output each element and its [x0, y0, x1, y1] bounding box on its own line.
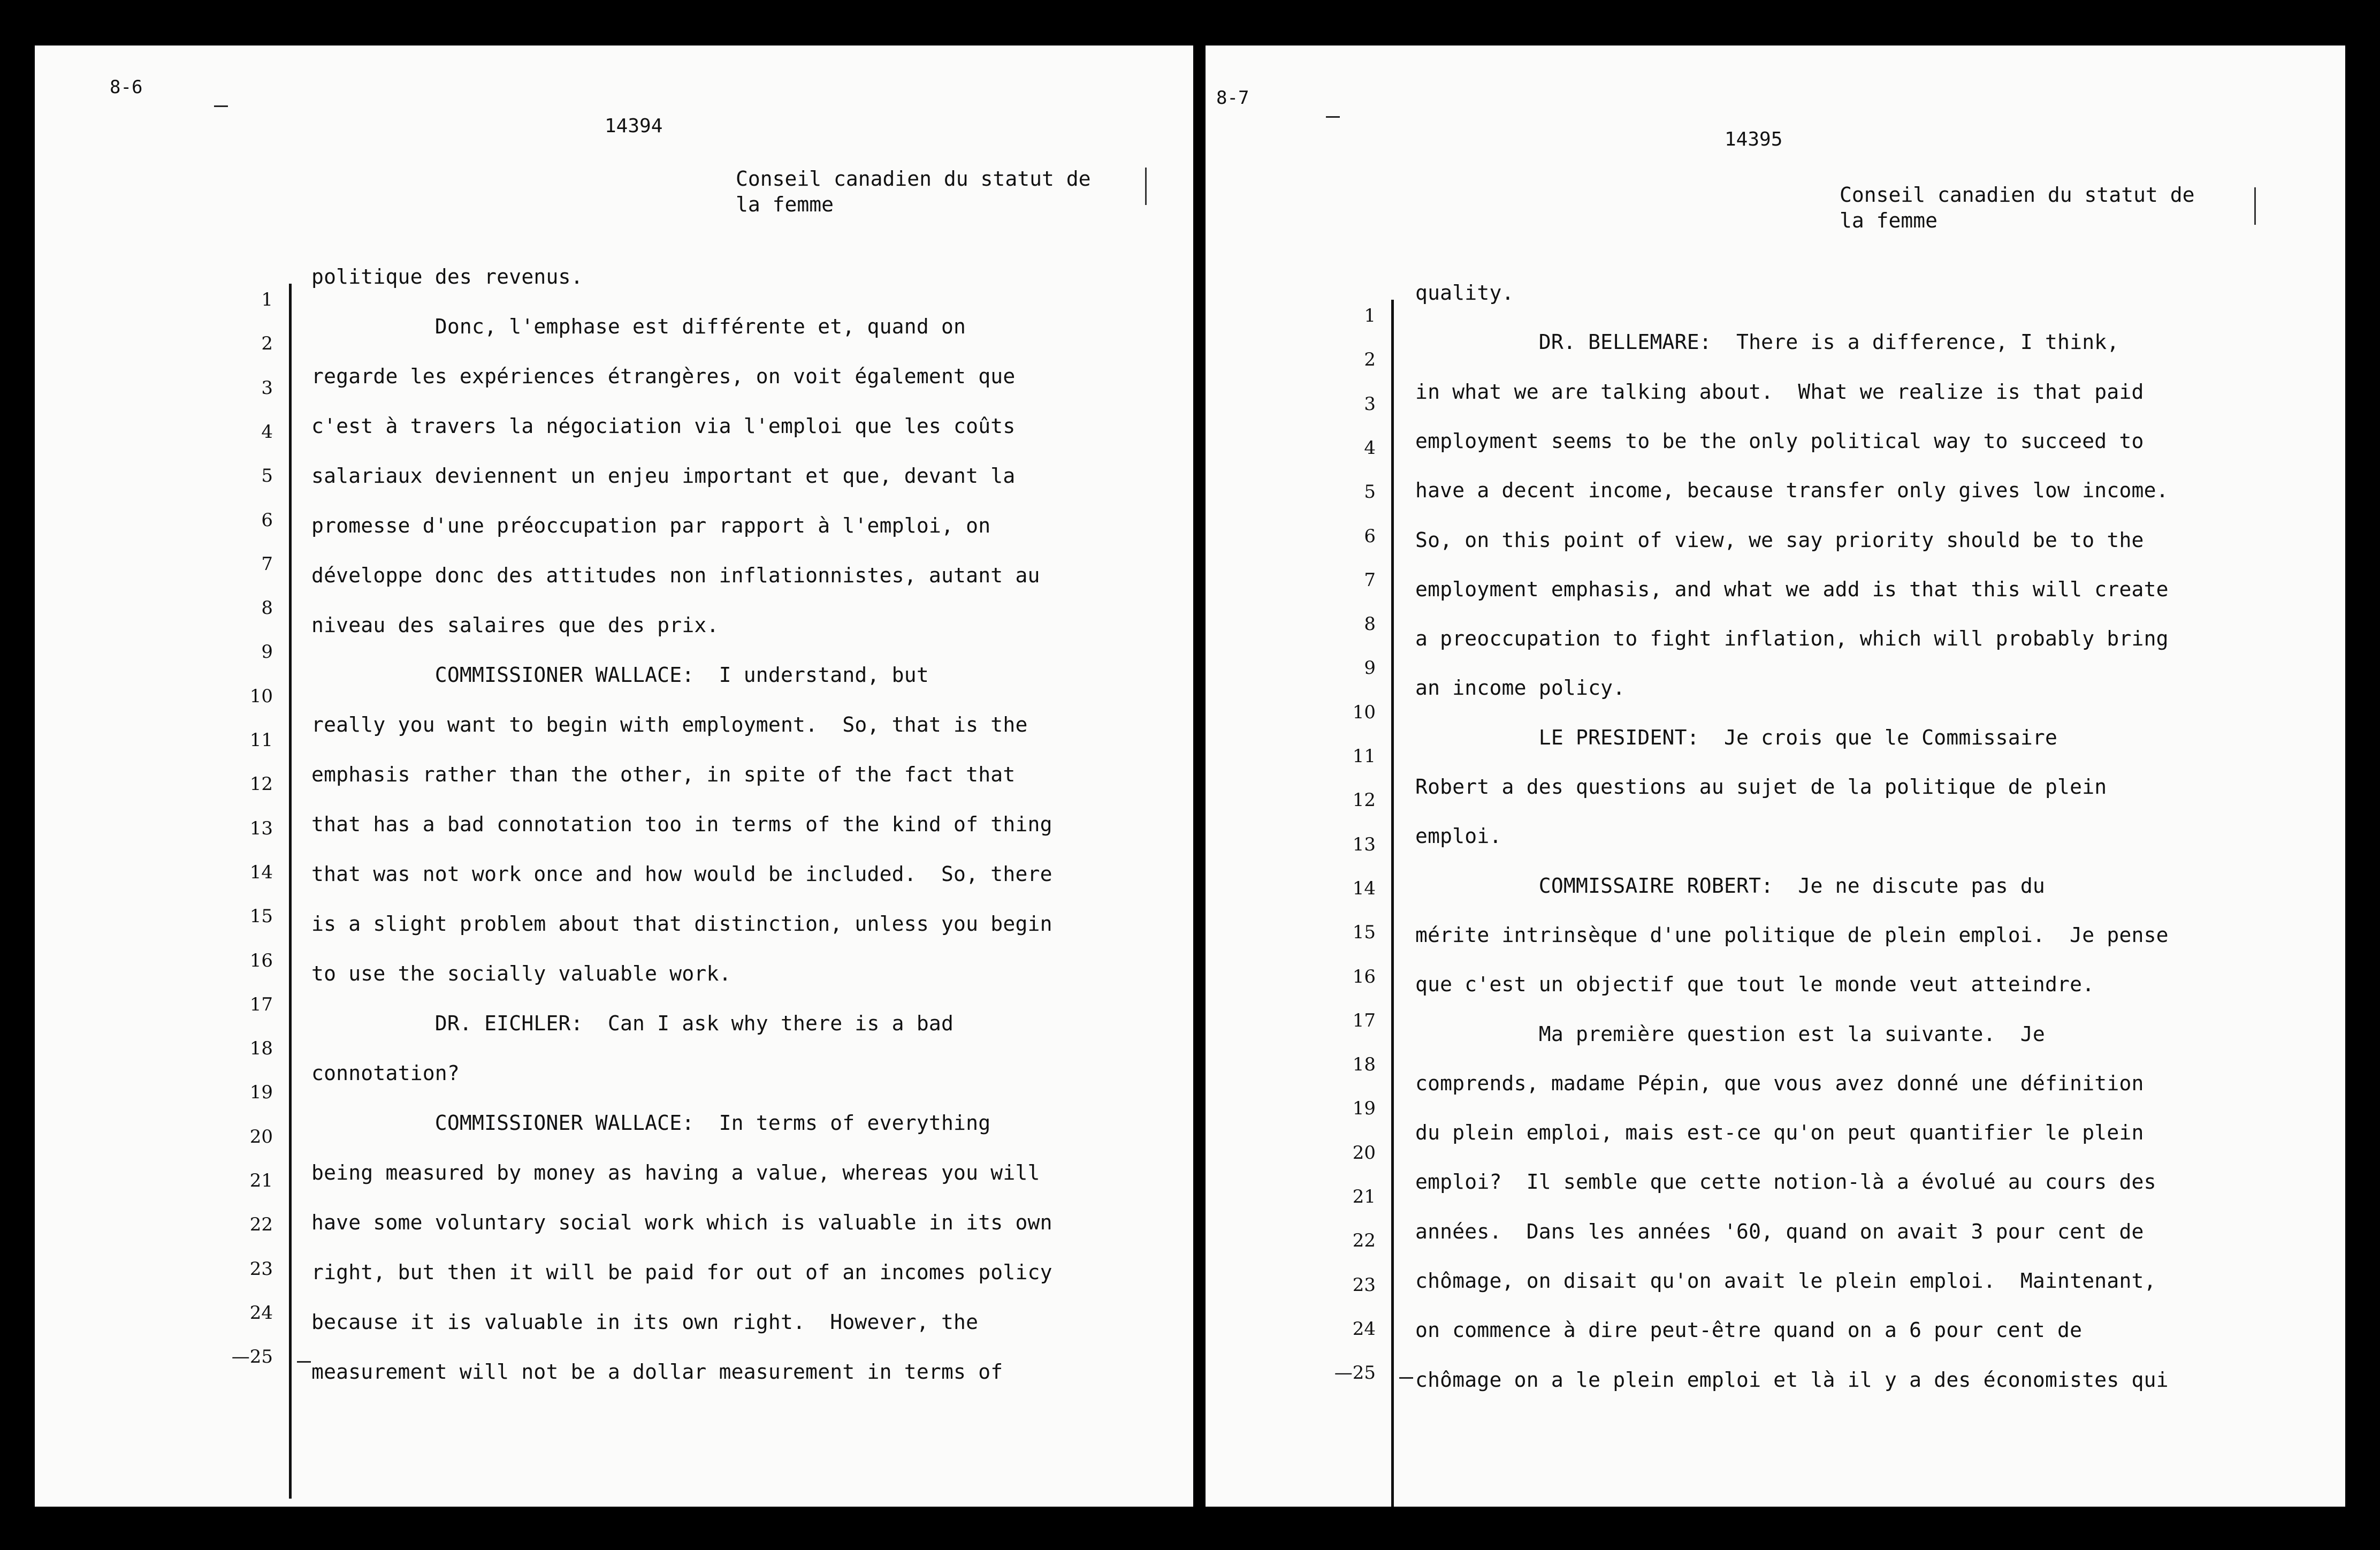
line-number: 14 — [249, 861, 273, 883]
header-line: la femme — [1840, 209, 1938, 232]
transcript-line: employment emphasis, and what we add is that this will create — [1415, 577, 2169, 601]
transcript-line: emploi. — [1415, 824, 1502, 848]
line-number: 18 — [249, 1038, 273, 1060]
line-number: 5 — [261, 465, 273, 487]
line-number: 23 — [1352, 1274, 1376, 1296]
transcript-line: mérite intrinsèque d'une politique de plein emploi. Je pense — [1415, 923, 2169, 947]
transcript-line: niveau des salaires que des prix. — [311, 613, 719, 637]
transcript-line: that has a bad connotation too in terms of the kind of thing — [311, 812, 1052, 836]
line-number: 10 — [1352, 701, 1376, 723]
line-number: 13 — [1352, 833, 1376, 855]
page-number: 14394 — [605, 115, 663, 137]
transcript-line: in what we are talking about. What we realize is that paid — [1415, 379, 2144, 404]
line-number: 5 — [1364, 481, 1376, 503]
line-number: 20 — [1352, 1142, 1376, 1164]
page-number: 14395 — [1725, 128, 1783, 150]
line-number: 3 — [1364, 393, 1376, 415]
transcript-line: being measured by money as having a value, whereas you will — [311, 1161, 1040, 1184]
header-line: Conseil canadien du statut de — [736, 167, 1091, 191]
line-number: 14 — [1352, 877, 1376, 899]
transcript-line: du plein emploi, mais est-ce qu'on peut quantifier le plein — [1415, 1121, 2144, 1145]
page-header — [736, 166, 1090, 217]
page-header — [1840, 182, 2194, 233]
header-bar — [1145, 168, 1147, 205]
transcript-line: that was not work once and how would be included. So, there — [311, 862, 1052, 886]
margin-rule — [1391, 300, 1394, 1507]
line-number: 2 — [1364, 349, 1376, 371]
line-number: 1 — [1364, 305, 1376, 326]
transcript-line: DR. BELLEMARE: There is a difference, I think, — [1415, 330, 2119, 354]
sheet-id: 8-6 — [110, 77, 143, 98]
line-number: 6 — [261, 509, 273, 531]
transcript-line: a preoccupation to fight inflation, which will probably bring — [1415, 627, 2169, 651]
transcript-line: regarde les expériences étrangères, on voit également que — [311, 364, 1016, 388]
line-number: 18 — [1352, 1054, 1376, 1076]
line-number: 22 — [249, 1214, 273, 1236]
transcript-line: measurement will not be a dollar measurement in terms of — [311, 1360, 1003, 1384]
header-line: Conseil canadien du statut de — [1840, 183, 2195, 207]
line-number: 23 — [249, 1258, 273, 1280]
transcript-line: quality. — [1415, 281, 1514, 305]
transcript-line: connotation? — [311, 1061, 460, 1085]
line-number: 16 — [249, 949, 273, 971]
transcript-line: an income policy. — [1415, 676, 1626, 700]
transcript-line: salariaux deviennent un enjeu important et que, devant la — [311, 464, 1016, 488]
transcript-line: LE PRESIDENT: Je crois que le Commissaire — [1415, 725, 2058, 749]
line-number: 15 — [249, 906, 273, 928]
transcript-line: développe donc des attitudes non inflationnistes, autant au — [311, 564, 1040, 587]
line-number: 17 — [1352, 1009, 1376, 1031]
transcript-line: have some voluntary social work which is valuable in its own — [311, 1211, 1052, 1234]
line-number: 17 — [249, 993, 273, 1015]
transcript-page-left — [35, 45, 1193, 1507]
header-bar — [2254, 187, 2256, 225]
line-number: 8 — [261, 597, 273, 619]
transcript-line: Donc, l'emphase est différente et, quand on — [311, 315, 966, 338]
line-number: 4 — [261, 421, 273, 443]
line-number: 24 — [249, 1302, 273, 1324]
line-number: 20 — [249, 1126, 273, 1148]
sheet-dash — [214, 105, 228, 107]
transcript-page-right — [1206, 45, 2345, 1507]
line-number: 21 — [249, 1170, 273, 1191]
sheet-id: 8-7 — [1216, 87, 1249, 109]
transcript-line: chômage, on disait qu'on avait le plein emploi. Maintenant, — [1415, 1269, 2156, 1293]
transcript-line: have a decent income, because transfer only gives low income. — [1415, 478, 2169, 503]
line-number: 21 — [1352, 1186, 1376, 1207]
transcript-line: on commence à dire peut-être quand on a 6 pour cent de — [1415, 1318, 2082, 1342]
line-number: 13 — [249, 817, 273, 839]
transcript-line: COMMISSIONER WALLACE: I understand, but — [311, 663, 929, 687]
line-number: 15 — [1352, 922, 1376, 944]
line-number: 22 — [1352, 1230, 1376, 1252]
transcript-line: politique des revenus. — [311, 265, 583, 288]
transcript-line: COMMISSAIRE ROBERT: Je ne discute pas du — [1415, 873, 2045, 898]
transcript-line: chômage on a le plein emploi et là il y a des économistes qui — [1415, 1367, 2169, 1392]
header-line: la femme — [736, 193, 834, 216]
transcript-line: Robert a des questions au sujet de la politique de plein — [1415, 775, 2107, 799]
transcript-line: promesse d'une préoccupation par rapport à l'emploi, on — [311, 514, 991, 537]
line-number: 7 — [1364, 569, 1376, 591]
line-number: 10 — [249, 685, 273, 707]
line-number: 2 — [261, 333, 273, 355]
margin-mark — [1399, 1377, 1413, 1379]
transcript-line: to use the socially valuable work. — [311, 962, 731, 985]
transcript-line: COMMISSIONER WALLACE: In terms of everything — [311, 1111, 991, 1135]
line-number: 11 — [249, 730, 273, 751]
transcript-line: emphasis rather than the other, in spite of the fact that — [311, 763, 1016, 786]
line-number: 7 — [261, 553, 273, 575]
transcript-line: Ma première question est la suivante. Je — [1415, 1022, 2045, 1046]
transcript-line: emploi? Il semble que cette notion-là a évolué au cours des — [1415, 1170, 2156, 1194]
sheet-dash — [1326, 116, 1340, 118]
line-number: —25 — [1334, 1362, 1376, 1384]
transcript-line: because it is valuable in its own right. However, the — [311, 1310, 979, 1334]
line-number: 4 — [1364, 437, 1376, 459]
transcript-line: que c'est un objectif que tout le monde veut atteindre. — [1415, 972, 2095, 997]
margin-rule — [289, 284, 292, 1499]
transcript-line: right, but then it will be paid for out of an incomes policy — [311, 1260, 1052, 1284]
line-number: 19 — [1352, 1098, 1376, 1120]
transcript-line: c'est à travers la négociation via l'emploi que les coûts — [311, 414, 1016, 438]
transcript-line: So, on this point of view, we say priority should be to the — [1415, 528, 2144, 552]
line-number: 11 — [1352, 746, 1376, 767]
line-number: 6 — [1364, 525, 1376, 547]
margin-mark — [297, 1361, 311, 1363]
line-number: 12 — [249, 773, 273, 795]
line-number: 19 — [249, 1082, 273, 1104]
transcript-line: années. Dans les années '60, quand on avait 3 pour cent de — [1415, 1219, 2144, 1243]
line-number: 1 — [261, 289, 273, 310]
line-number: 9 — [261, 641, 273, 663]
transcript-line: really you want to begin with employment. So, that is the — [311, 713, 1028, 736]
transcript-line: comprends, madame Pépin, que vous avez donné une définition — [1415, 1071, 2144, 1095]
line-number: 24 — [1352, 1318, 1376, 1340]
line-number: —25 — [231, 1346, 273, 1368]
transcript-line: employment seems to be the only political way to succeed to — [1415, 429, 2144, 453]
line-number: 9 — [1364, 657, 1376, 679]
line-number: 8 — [1364, 613, 1376, 635]
line-number: 3 — [261, 377, 273, 399]
transcript-line: DR. EICHLER: Can I ask why there is a bad — [311, 1012, 954, 1035]
transcript-line: is a slight problem about that distinction, unless you begin — [311, 912, 1052, 936]
line-number: 12 — [1352, 789, 1376, 811]
line-number: 16 — [1352, 966, 1376, 987]
